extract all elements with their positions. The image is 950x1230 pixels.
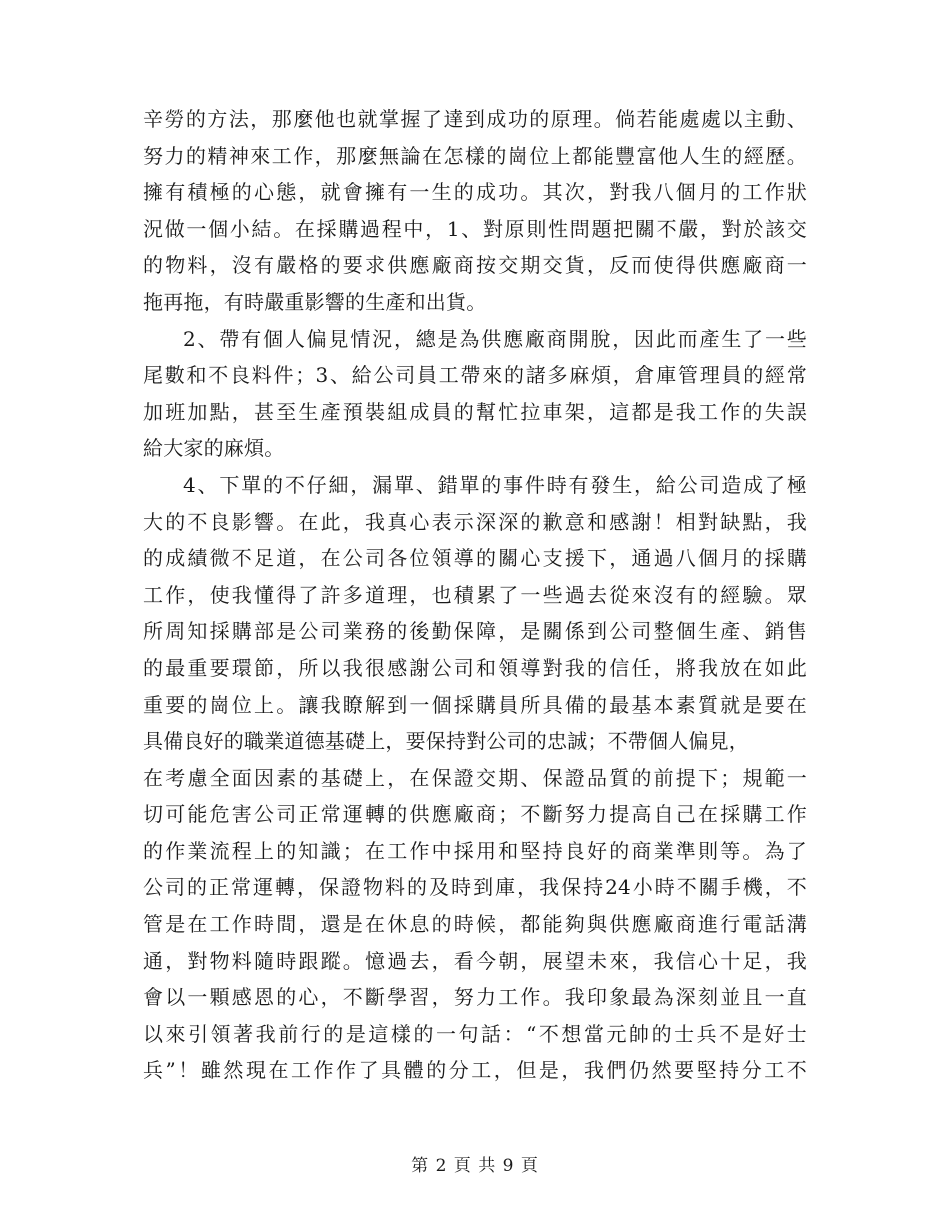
text-line: 切可能危害公司正常運轉的供應廠商；不斷努力提高自己在採購工作 [143,802,807,827]
text-line: 大的不良影響。在此，我真心表示深深的歉意和感謝！相對缺點，我 [143,509,807,534]
text-line: 重要的崗位上。讓我瞭解到一個採購員所具備的最基本素質就是要在 [143,692,807,717]
text-line: 以來引領著我前行的是這樣的一句話：“不想當元帥的士兵不是好士 [143,1021,807,1046]
text-line: 尾數和不良料件；3、給公司員工帶來的諸多麻煩，倉庫管理員的經常 [143,363,807,388]
text-line: 2、帶有個人偏見情況，總是為供應廠商開脫，因此而產生了一些 [183,326,807,351]
body-text [143,101,807,1089]
text-line: 兵”！雖然現在工作作了具體的分工，但是，我們仍然要堅持分工不 [143,1058,807,1083]
text-line: 4、下單的不仔細，漏單、錯單的事件時有發生，給公司造成了極 [183,472,807,497]
text-line: 的最重要環節，所以我很感謝公司和領導對我的信任，將我放在如此 [143,655,807,680]
text-line: 的成績微不足道，在公司各位領導的關心支援下，通過八個月的採購 [143,546,807,571]
text-line: 努力的精神來工作，那麼無論在怎樣的崗位上都能豐富他人生的經歷。 [143,143,807,168]
text-line: 拖再拖，有時嚴重影響的生產和出貨。 [143,289,487,314]
text-line: 管是在工作時間，還是在休息的時候，都能夠與供應廠商進行電話溝 [143,912,807,937]
text-line: 加班加點，甚至生產預裝組成員的幫忙拉車架，這都是我工作的失誤 [143,399,807,424]
text-line: 具備良好的職業道德基礎上，要保持對公司的忠誠；不帶個人偏見， [143,729,749,754]
text-line: 給大家的麻煩。 [143,436,285,461]
text-line: 辛勞的方法，那麼他也就掌握了達到成功的原理。倘若能處處以主動、 [143,107,807,131]
text-line: 的作業流程上的知識；在工作中採用和堅持良好的商業準則等。為了 [143,838,807,863]
text-line: 擁有積極的心態，就會擁有一生的成功。其次，對我八個月的工作狀 [143,180,807,205]
text-line: 通，對物料隨時跟蹤。憶過去，看今朝，展望未來，我信心十足，我 [143,948,807,973]
text-line: 在考慮全面因素的基礎上，在保證交期、保證品質的前提下；規範一 [143,765,807,790]
text-line: 的物料，沒有嚴格的要求供應廠商按交期交貨，反而使得供應廠商一 [143,253,807,278]
page-number-footer: 第 2 頁 共 9 頁 [411,1156,539,1176]
text-line: 會以一顆感恩的心，不斷學習，努力工作。我印象最為深刻並且一直 [143,985,807,1010]
text-line: 所周知採購部是公司業務的後勤保障，是關係到公司整個生產、銷售 [143,619,807,644]
text-line: 工作，使我懂得了許多道理，也積累了一些過去從來沒有的經驗。眾 [143,582,807,607]
text-line: 況做一個小結。在採購過程中，1、對原則性問題把關不嚴，對於該交 [143,216,807,241]
text-line: 公司的正常運轉，保證物料的及時到庫，我保持24小時不關手機，不 [143,875,807,900]
